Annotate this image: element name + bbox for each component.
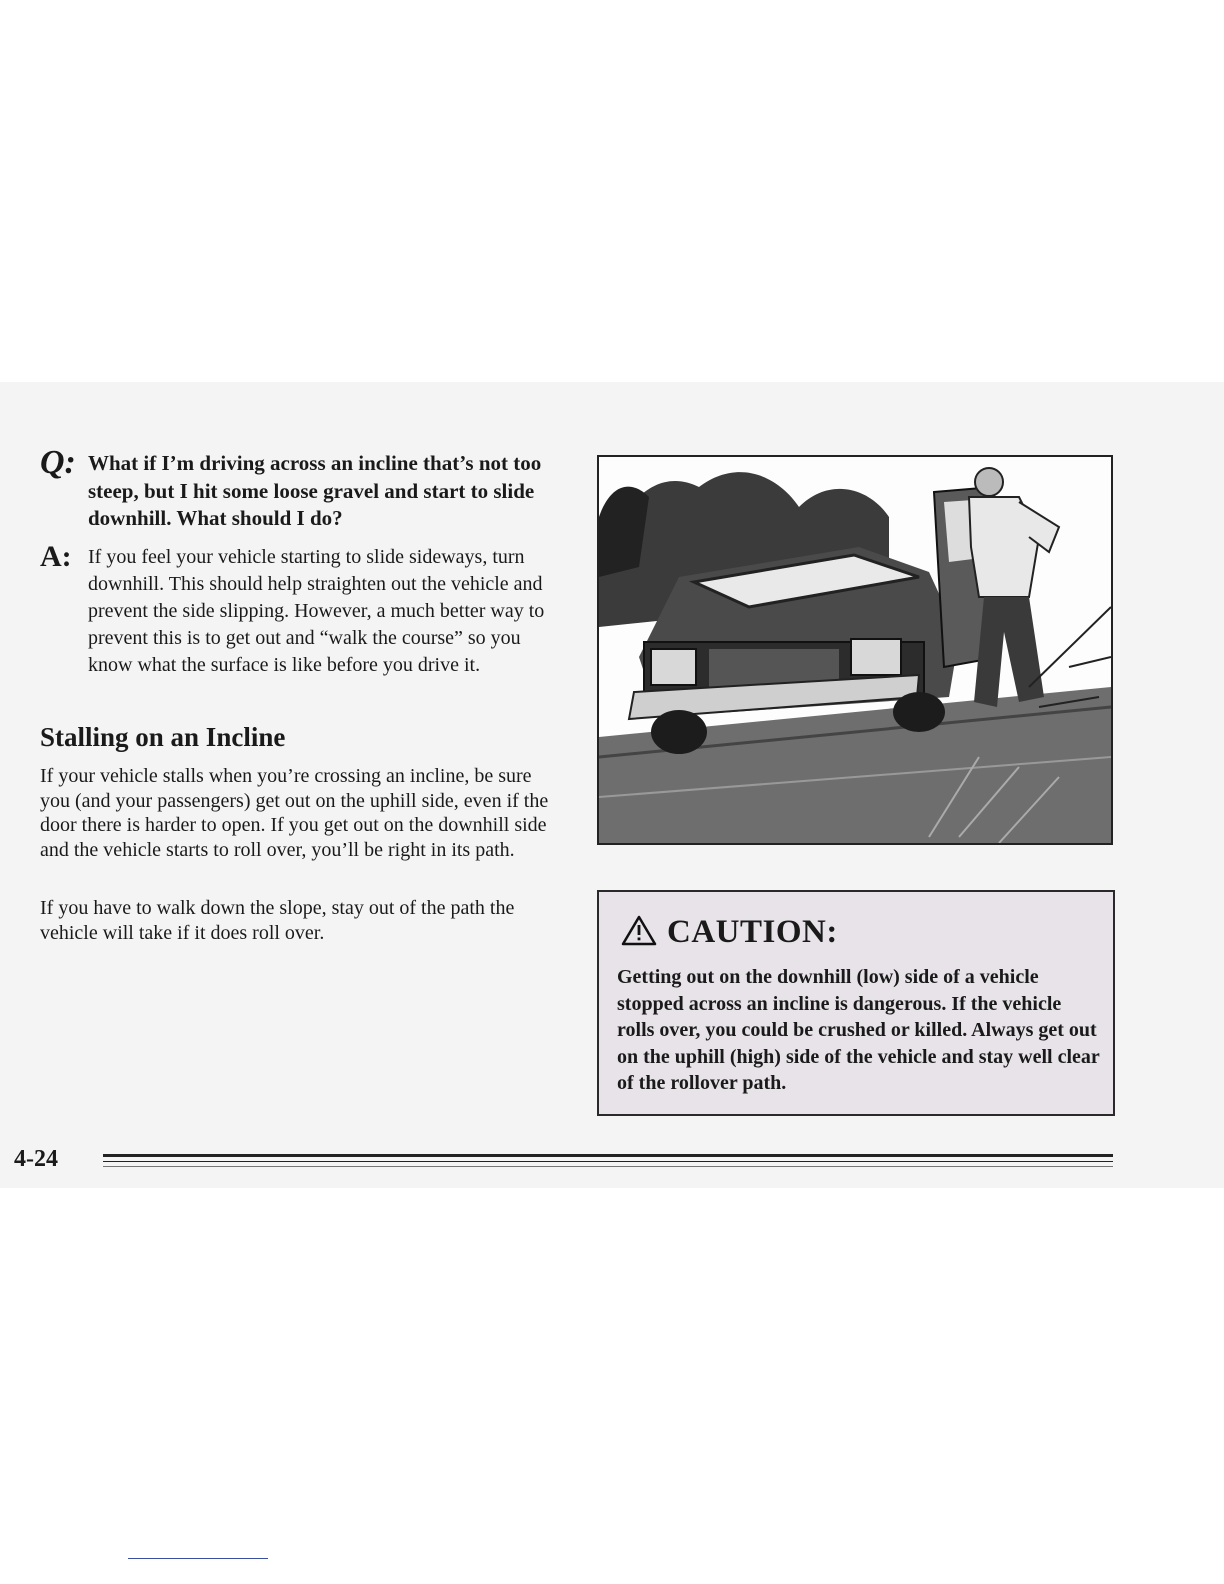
caution-header <box>621 914 838 951</box>
footer-rule <box>103 1154 1113 1157</box>
section-heading: Stalling on an Incline <box>40 722 286 752</box>
question-marker: Q: <box>40 444 76 481</box>
footer-rule-faint <box>103 1166 1113 1167</box>
question-text: What if I’m driving across an incline that’s not too steep, but I hit some loose gravel and start to slide downhill. What should I do? <box>88 451 542 530</box>
warning-triangle-icon <box>621 914 657 951</box>
answer-text: If you feel your vehicle starting to slide sideways, turn downhill. This should help straighten out the vehicle and prevent the side slipping. However, a much better way to prevent this is to get out and “walk the course” so you know what the surface is like before you drive it. <box>88 546 545 676</box>
caution-title: CAUTION: <box>667 914 838 950</box>
question-block <box>40 444 560 533</box>
caution-text: Getting out on the downhill (low) side of a vehicle stopped across an incline is dangerous. If the vehicle rolls over, you could be crushed or killed. Always get out on the uphill (high) side of the vehicle and stay well clear of the rollover path. <box>617 966 1100 1094</box>
caution-box <box>597 890 1115 1116</box>
answer-block <box>40 540 560 679</box>
bottom-link-rule <box>128 1558 268 1559</box>
footer-rule-thin <box>103 1161 1113 1162</box>
body-paragraph: If your vehicle stalls when you’re crossing an incline, be sure you (and your passengers) get out on the uphill side, even if the door there is harder to open. If you get out on the downhill side and the vehicle starts to roll over, you’ll be right in its path. <box>40 765 549 861</box>
answer-marker: A: <box>40 540 72 573</box>
page-number: 4-24 <box>14 1146 58 1172</box>
body-paragraph: If you have to walk down the slope, stay out of the path the vehicle will take if it does roll over. <box>40 897 515 944</box>
truck-illustration <box>597 455 1113 845</box>
